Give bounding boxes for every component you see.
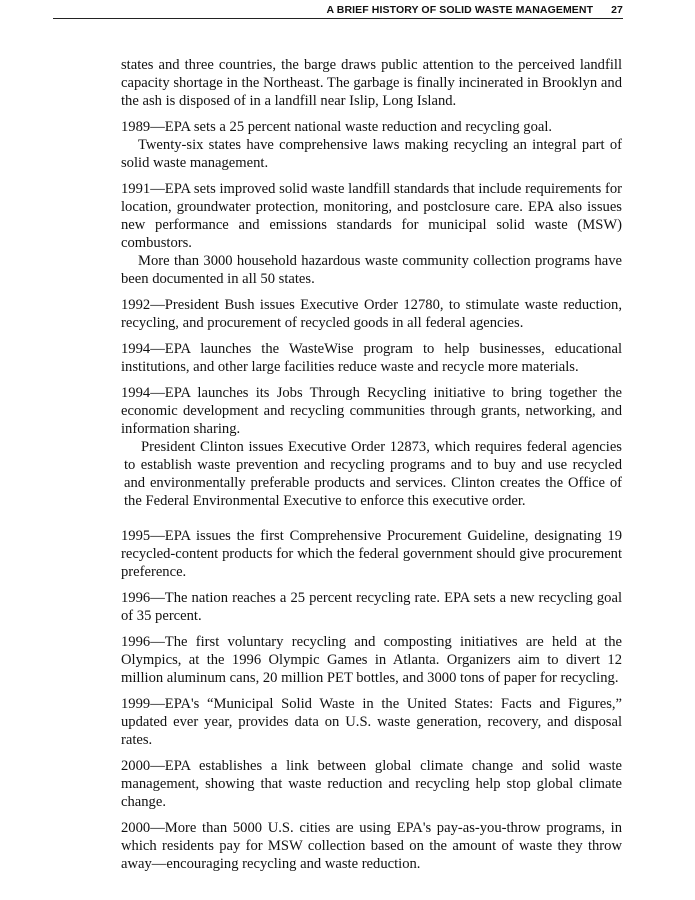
timeline-entry-1992	[121, 296, 622, 332]
page-body	[121, 56, 622, 881]
paragraph: 1994—EPA launches its Jobs Through Recycling initiative to bring together the economic development and recycling communities through grants, networking, and information sharing.	[121, 385, 622, 437]
timeline-entry-1995	[121, 527, 622, 581]
paragraph: More than 3000 household hazardous waste community collection programs have been documented in all 50 states.	[121, 253, 622, 287]
timeline-entry-1991	[121, 180, 622, 288]
running-header	[53, 4, 623, 19]
timeline-entry-1989	[121, 118, 622, 172]
paragraph: 1989—EPA sets a 25 percent national waste reduction and recycling goal.	[121, 119, 553, 135]
paragraph: 1991—EPA sets improved solid waste landfill standards that include requirements for location, groundwater protection, monitoring, and postclosure care. EPA also issues new performance and emissions standards for municipal solid waste (MSW) combustors.	[121, 181, 622, 251]
timeline-entry-1996-olympics	[121, 633, 622, 687]
paragraph: Twenty-six states have comprehensive laws making recycling an integral part of solid waste management.	[121, 137, 622, 171]
timeline-entry-1994-wastewise	[121, 340, 622, 376]
running-title: A BRIEF HISTORY OF SOLID WASTE MANAGEMENT	[326, 4, 594, 16]
paragraph: 2000—EPA establishes a link between global climate change and solid waste management, showing that waste reduction and recycling help stop global climate change.	[121, 758, 622, 810]
paragraph: 1996—The first voluntary recycling and composting initiatives are held at the Olympics, at the 1996 Olympic Games in Atlanta. Organizers aim to divert 12 million aluminum cans, 20 million PET bottles, and 3000 tons of paper for recycling.	[121, 634, 622, 686]
paragraph: 1999—EPA's “Municipal Solid Waste in the United States: Facts and Figures,” updated ever year, provides data on U.S. waste generation, recovery, and disposal rates.	[121, 696, 622, 748]
paragraph: 1994—EPA launches the WasteWise program to help businesses, educational institutions, and other large facilities reduce waste and recycle more materials.	[121, 341, 622, 375]
paragraph: 1996—The nation reaches a 25 percent recycling rate. EPA sets a new recycling goal of 35 percent.	[121, 590, 622, 624]
paragraph: President Clinton issues Executive Order 12873, which requires federal agencies to establish waste prevention and recycling programs and to buy and use recycled and environmentally preferable products and services. Clinton creates the Office of the Federal Environmental Executive to enforce this executive order.	[124, 439, 622, 509]
page-number: 27	[611, 4, 623, 16]
timeline-entry-1999	[121, 695, 622, 749]
timeline-entry-2000-payt	[121, 819, 622, 873]
timeline-entry-1996-rate	[121, 589, 622, 625]
paragraph: states and three countries, the barge draws public attention to the perceived landfill capacity shortage in the Northeast. The garbage is finally incinerated in Brooklyn and the ash is disposed of in a landfill near Islip, Long Island.	[121, 57, 622, 109]
continuation-paragraph	[121, 56, 622, 110]
timeline-entry-2000-climate	[121, 757, 622, 811]
paragraph: 1995—EPA issues the first Comprehensive Procurement Guideline, designating 19 recycled-content products for which the federal government should give procurement preference.	[121, 528, 622, 580]
paragraph: 1992—President Bush issues Executive Order 12780, to stimulate waste reduction, recycling, and procurement of recycled goods in all federal agencies.	[121, 297, 622, 331]
paragraph: 2000—More than 5000 U.S. cities are using EPA's pay-as-you-throw programs, in which residents pay for MSW collection based on the amount of waste they throw away—encouraging recycling and waste reduction.	[121, 820, 622, 872]
timeline-entry-1994-jobs	[121, 384, 622, 510]
